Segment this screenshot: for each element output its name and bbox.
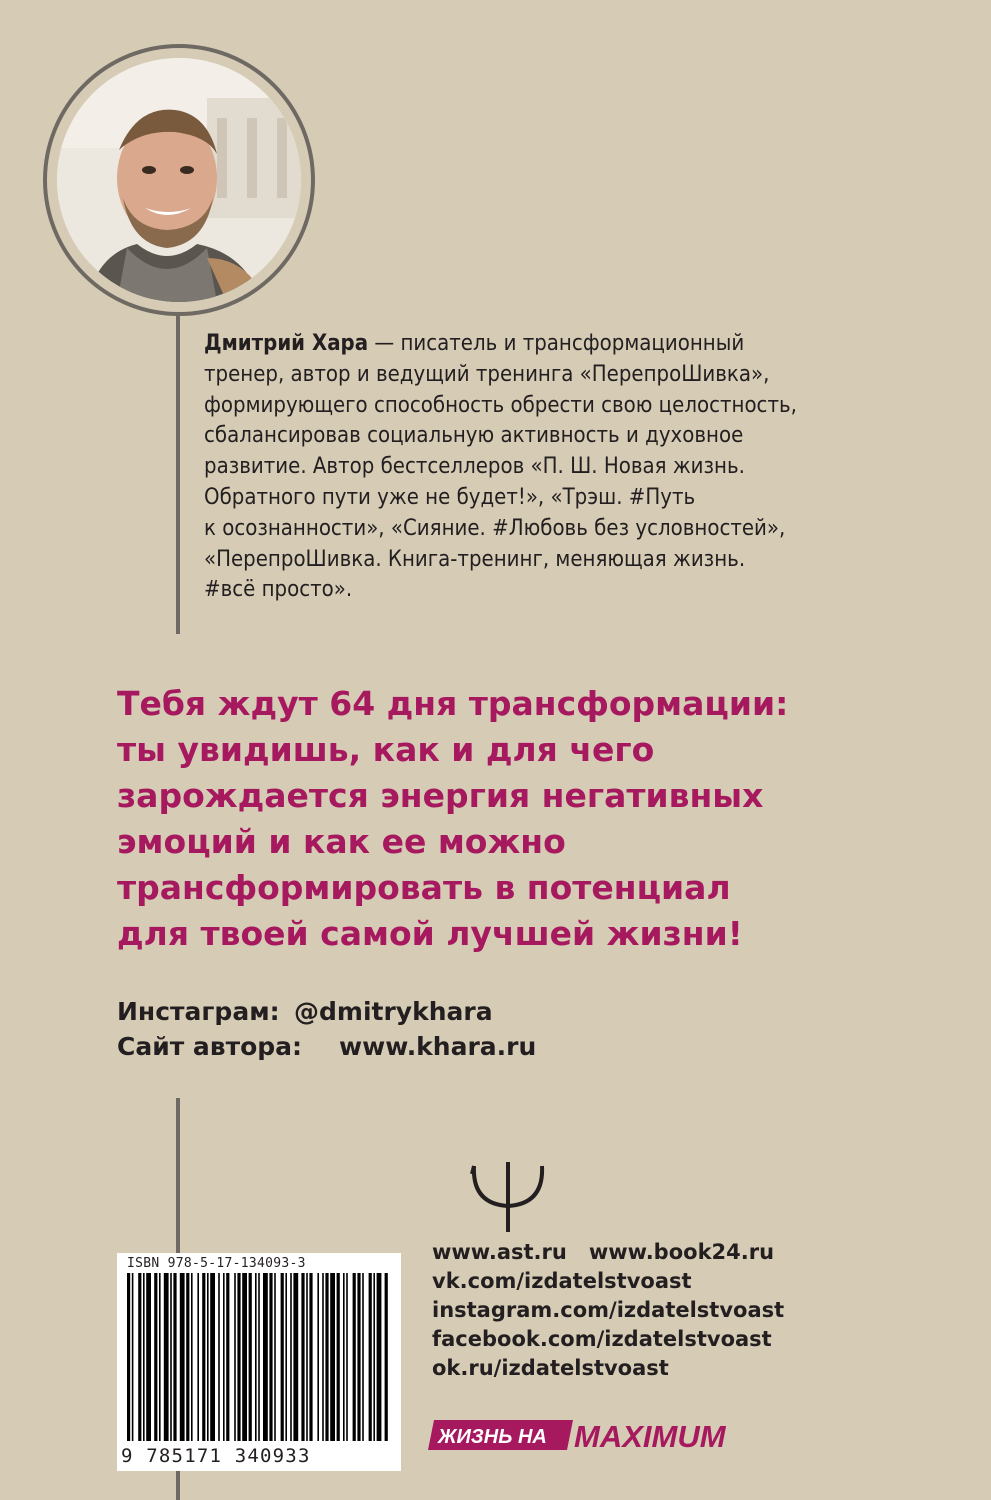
barcode-bar (173, 1273, 176, 1441)
barcode-bar (218, 1273, 220, 1441)
barcode-digits: 9 785171 340933 (121, 1445, 311, 1467)
barcode-bar (138, 1273, 141, 1441)
barcode-bar (143, 1273, 145, 1441)
barcode-bar (234, 1273, 236, 1441)
instagram-label: Инстаграм: (117, 997, 280, 1026)
promo-line: эмоций и как ее можно (117, 822, 566, 861)
barcode-bar (317, 1273, 319, 1441)
barcode-bar (269, 1273, 272, 1441)
bio-line: #всё просто». (204, 577, 353, 603)
bio-line: сбалансировав социальную активность и духовное (204, 423, 744, 449)
barcode-bar (377, 1273, 382, 1441)
barcode-bar (337, 1273, 340, 1441)
series-part2: MAXIMUM (574, 1420, 726, 1450)
bio-line: тренер, автор и ведущий тренинга «ПерепроШивка», (204, 361, 770, 387)
barcode-bar (293, 1273, 298, 1441)
barcode-bar (362, 1273, 364, 1441)
barcode-bar (186, 1273, 189, 1441)
barcode-bar (226, 1273, 229, 1441)
barcode-bar (210, 1273, 215, 1441)
barcode-bar (164, 1273, 169, 1441)
instagram-publisher-link[interactable]: instagram.com/izdatelstvoast (432, 1298, 785, 1322)
vertical-line-top (176, 302, 180, 634)
barcode-bar (343, 1273, 345, 1441)
barcode-bar (170, 1273, 172, 1441)
barcode-bar (274, 1273, 276, 1441)
instagram-handle[interactable]: @dmitrykhara (294, 997, 493, 1026)
site-label: Сайт автора: (117, 1032, 303, 1061)
book24-site-link[interactable]: www.book24.ru (588, 1240, 775, 1264)
barcode-bar (285, 1273, 287, 1441)
promo-line: зарождается энергия негативных (117, 776, 764, 815)
publisher-sites-row (432, 1238, 784, 1267)
barcode-bar (191, 1273, 193, 1441)
facebook-link[interactable]: facebook.com/izdatelstvoast (432, 1327, 772, 1351)
bio-line: Дмитрий Хара — писатель и трансформационный (204, 331, 745, 356)
author-bio (204, 329, 944, 606)
barcode-bar (202, 1273, 205, 1441)
barcode-bar (385, 1273, 388, 1441)
promo-line: для твоей самой лучшей жизни! (117, 914, 743, 953)
bio-line: развитие. Автор бестселлеров «П. Ш. Новая жизнь. (204, 454, 745, 480)
barcode-bar (197, 1273, 199, 1441)
barcode-bar (207, 1273, 209, 1441)
ok-link[interactable]: ok.ru/izdatelstvoast (432, 1356, 669, 1380)
barcode-bar (309, 1273, 312, 1441)
author-name: Дмитрий Хара (204, 331, 369, 356)
barcode-bar (373, 1273, 375, 1441)
barcode-bar (330, 1273, 335, 1441)
barcode-bar (281, 1273, 284, 1441)
bio-line: формирующего способность обрести свою целостность, (204, 392, 797, 418)
barcode-bar (159, 1273, 161, 1441)
barcode-bar (369, 1273, 372, 1441)
site-link[interactable]: www.khara.ru (339, 1032, 537, 1061)
barcode-bars (123, 1273, 395, 1445)
isbn-text: ISBN 978-5-17-134093-3 (127, 1256, 306, 1271)
barcode-bar (357, 1273, 360, 1441)
promo-text (117, 681, 947, 957)
barcode-bar (127, 1273, 130, 1441)
barcode-bar (249, 1273, 252, 1441)
barcode-bar (306, 1273, 308, 1441)
barcode-bar (146, 1273, 151, 1441)
barcode-bar (223, 1273, 225, 1441)
isbn-barcode (117, 1253, 401, 1471)
bio-line: Обратного пути уже не будет!», «Трэш. #Путь (204, 484, 696, 510)
barcode-bar (258, 1273, 260, 1441)
barcode-bar (301, 1273, 304, 1441)
barcode-bar (325, 1273, 328, 1441)
barcode-bar (322, 1273, 324, 1441)
promo-line: ты увидишь, как и для чего (117, 730, 655, 769)
barcode-bar (180, 1273, 185, 1441)
barcode-bar (263, 1273, 268, 1441)
instagram-row (117, 994, 536, 1029)
barcode-bar (154, 1273, 157, 1441)
bio-line: к осознанности», «Сияние. #Любовь без условностей», (204, 515, 786, 541)
publisher-links (432, 1238, 784, 1383)
barcode-bar (290, 1273, 292, 1441)
ast-site-link[interactable]: www.ast.ru (432, 1240, 567, 1264)
series-logo (428, 1420, 798, 1450)
barcode-bar (242, 1273, 247, 1441)
promo-line: Тебя ждут 64 дня трансформации: (117, 684, 789, 723)
vk-link[interactable]: vk.com/izdatelstvoast (432, 1269, 692, 1293)
barcode-bar (346, 1273, 348, 1441)
barcode-bar (132, 1273, 134, 1441)
barcode-bar (353, 1273, 356, 1441)
series-part1: ЖИЗНЬ НА (438, 1426, 547, 1448)
bio-line: «ПерепроШивка. Книга-тренинг, меняющая жизнь. (204, 546, 746, 572)
barcode-bar (255, 1273, 257, 1441)
barcode-bar (237, 1273, 240, 1441)
promo-line: трансформировать в потенциал (117, 868, 731, 907)
author-photo-frame (43, 44, 315, 316)
author-contacts (117, 994, 536, 1064)
author-photo (57, 58, 301, 302)
site-row (117, 1029, 536, 1064)
